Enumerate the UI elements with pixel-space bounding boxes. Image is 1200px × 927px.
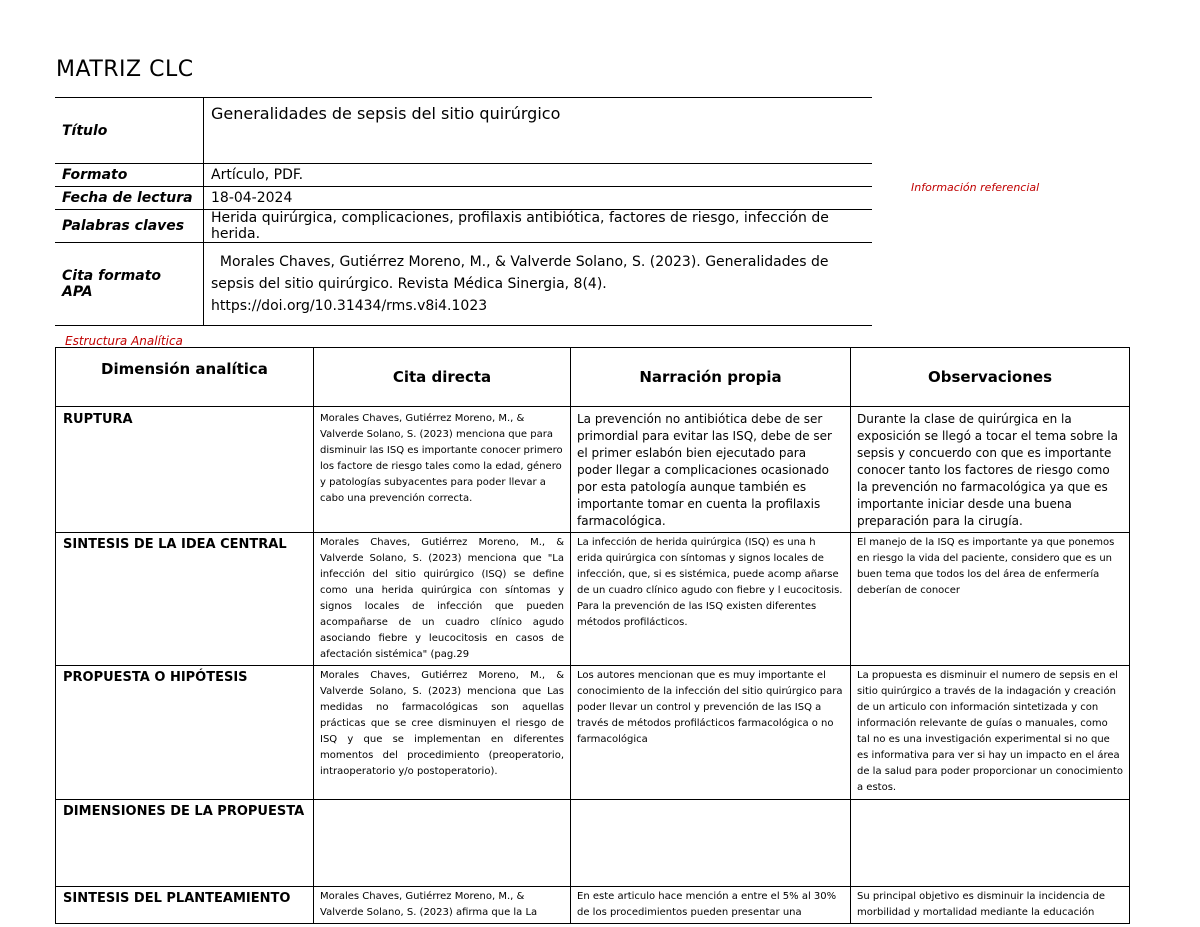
- own-narration-cell: En este articulo hace mención a entre el 5% al 30% de los procedimientos pueden presentar una: [571, 887, 851, 924]
- direct-quote-cell: [314, 800, 571, 887]
- analysis-table: [55, 347, 1130, 924]
- observations-cell: La propuesta es disminuir el numero de sepsis en el sitio quirúrgico a través de la indagación y creación de un articulo con información sintetizada y con información relevante de guías o manuales, como tal no es una investigación experimental si no que es informativa para ver si hay un impacto en el área de la salud para poder proporcionar un conocimiento a estos.: [851, 666, 1130, 800]
- document-title: MATRIZ CLC: [56, 57, 194, 82]
- header-dimension: Dimensión analítica: [56, 348, 314, 407]
- reference-label: Título: [55, 98, 204, 164]
- section-divider: [198, 347, 314, 348]
- reference-value: 18-04-2024: [204, 187, 873, 210]
- reference-value: Morales Chaves, Gutiérrez Moreno, M., & Valverde Solano, S. (2023). Generalidades de sepsis del sitio quirúrgico. Revista Médica Sinergia, 8(4). https://doi.org/10.31434/rms.v8i4.1023: [204, 243, 873, 326]
- dimension-cell: DIMENSIONES DE LA PROPUESTA: [56, 800, 314, 887]
- dimension-cell: RUPTURA: [56, 407, 314, 533]
- analysis-header-row: [56, 348, 1130, 407]
- observations-cell: El manejo de la ISQ es importante ya que ponemos en riesgo la vida del paciente, considero que es un buen tema que todos los del área de enfermería deberían de conocer: [851, 533, 1130, 666]
- analysis-row-central-idea: [56, 533, 1130, 666]
- reference-label: Formato: [55, 164, 204, 187]
- analysis-section-label: Estructura Analítica: [65, 334, 183, 348]
- reference-label: Palabras claves: [55, 210, 204, 243]
- reference-value: Artículo, PDF.: [204, 164, 873, 187]
- reference-label: Cita formato APA: [55, 243, 204, 326]
- own-narration-cell: Los autores mencionan que es muy importante el conocimiento de la infección del sitio quirúrgico para poder llevar un control y prevención de las ISQ a través de métodos profilácticos farmacológica o no farmacológica: [571, 666, 851, 800]
- reference-value: Herida quirúrgica, complicaciones, profilaxis antibiótica, factores de riesgo, infección de herida.: [204, 210, 873, 243]
- own-narration-cell: [571, 800, 851, 887]
- analysis-row-synthesis: [56, 887, 1130, 924]
- reference-value: Generalidades de sepsis del sitio quirúrgico: [204, 98, 873, 164]
- analysis-row-ruptura: [56, 407, 1130, 533]
- own-narration-cell: La prevención no antibiótica debe de ser primordial para evitar las ISQ, debe de ser el primer eslabón bien ejecutado para poder llegar a complicaciones ocasionado por esta patología aunque también es importante tomar en cuenta la profilaxis farmacológica.: [571, 407, 851, 533]
- dimension-cell: SINTESIS DE LA IDEA CENTRAL: [56, 533, 314, 666]
- direct-quote-cell: Morales Chaves, Gutiérrez Moreno, M., & Valverde Solano, S. (2023) menciona que para disminuir las ISQ es importante conocer primero los factore de riesgo tales como la edad, género y patologías subyacentes para poder llevar a cabo una prevención correcta.: [314, 407, 571, 533]
- observations-cell: [851, 800, 1130, 887]
- dimension-cell: SINTESIS DEL PLANTEAMIENTO: [56, 887, 314, 924]
- observations-cell: Durante la clase de quirúrgica en la exposición se llegó a tocar el tema sobre la sepsis y concuerdo con que es importante conocer tanto los factores de riesgo como la prevención no farmacológica ya que es importante iniciar desde una buena preparación para la cirugía.: [851, 407, 1130, 533]
- analysis-row-hypothesis: [56, 666, 1130, 800]
- analysis-row-dimensions: [56, 800, 1130, 887]
- observations-cell: Su principal objetivo es disminuir la incidencia de morbilidad y mortalidad mediante la educación: [851, 887, 1130, 924]
- header-observations: Observaciones: [851, 348, 1130, 407]
- direct-quote-cell: Morales Chaves, Gutiérrez Moreno, M., & Valverde Solano, S. (2023) afirma que la La: [314, 887, 571, 924]
- header-direct-quote: Cita directa: [314, 348, 571, 407]
- direct-quote-cell: Morales Chaves, Gutiérrez Moreno, M., & Valverde Solano, S. (2023) menciona que "La infección del sitio quirúrgico (ISQ) se define como una herida quirúrgica con síntomas y signos locales de infección que pueden acompañarse de un cuadro clínico agudo asociando fiebre y leucocitosis en casos de afectación sistémica" (pag.29: [314, 533, 571, 666]
- own-narration-cell: La infección de herida quirúrgica (ISQ) es una h erida quirúrgica con síntomas y signos locales de infección, que, si es sistémica, puede acomp añarse de un cuadro clínico agudo con fiebre y l eucocitosis. Para la prevención de las ISQ existen diferentes métodos profilácticos.: [571, 533, 851, 666]
- header-own-narration: Narración propia: [571, 348, 851, 407]
- reference-label: Fecha de lectura: [55, 187, 204, 210]
- dimension-cell: PROPUESTA O HIPÓTESIS: [56, 666, 314, 800]
- reference-side-note: Información referencial: [911, 181, 1040, 194]
- direct-quote-cell: Morales Chaves, Gutiérrez Moreno, M., & Valverde Solano, S. (2023) menciona que Las medidas no farmacológicas son aquellas prácticas que se cree disminuyen el riesgo de ISQ y que se implementan en diferentes momentos del procedimiento (preoperatorio, intraoperatorio y/o postoperatorio).: [314, 666, 571, 800]
